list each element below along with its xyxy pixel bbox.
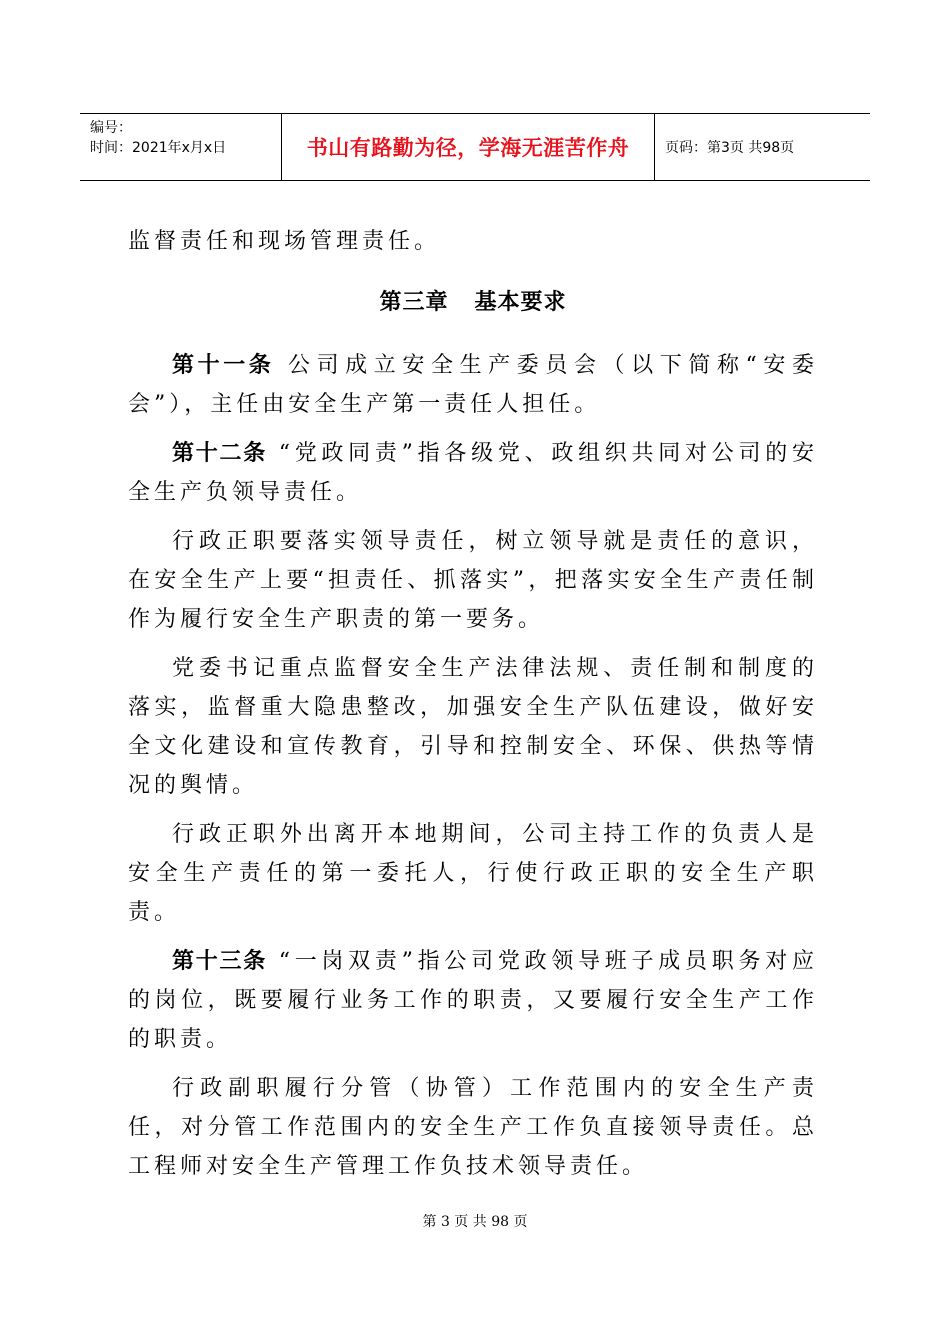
header-motto: 书山有路勤为径，学海无涯苦作舟 — [306, 136, 630, 160]
document-time-label: 时间：2021年x月x日 — [90, 140, 227, 156]
page-header-table — [80, 113, 870, 181]
article-12-text: “党政同责”指各级党、政组织共同对公司的安全生产负领导责任。 — [128, 441, 818, 505]
article-12 — [128, 434, 818, 512]
article-12-title: 第十二条 — [172, 441, 267, 466]
paragraph-party-secretary: 党委书记重点监督安全生产法律法规、责任制和制度的落实，监督重大隐患整改，加强安全生产队伍建设，做好安全文化建设和宣传教育，引导和控制安全、环保、供热等情况的舆情。 — [128, 656, 818, 798]
header-page-cell — [655, 114, 870, 180]
document-number-label: 编号： — [90, 120, 132, 136]
chapter-title: 第三章 基本要求 — [379, 290, 567, 315]
article-11-title: 第十一条 — [172, 353, 275, 378]
header-page-label: 页码：第3页 共98页 — [665, 140, 795, 156]
paragraph-continuation: 监督责任和现场管理责任。 — [128, 229, 441, 254]
page-footer: 第 3 页 共 98 页 — [422, 1214, 528, 1230]
article-11 — [128, 346, 818, 424]
header-motto-cell — [281, 114, 655, 180]
document-body — [128, 222, 818, 1186]
article-13-text: “一岗双责”指公司党政领导班子成员职务对应的岗位，既要履行业务工作的职责，又要履行安全生产工作的职责。 — [128, 949, 818, 1052]
article-13 — [128, 942, 818, 1059]
paragraph-administrative-head: 行政正职要落实领导责任，树立领导就是责任的意识，在安全生产上要“担责任、抓落实”，把落实安全生产责任制作为履行安全生产职责的第一要务。 — [128, 529, 818, 632]
article-13-title: 第十三条 — [172, 949, 267, 974]
paragraph-delegate: 行政正职外出离开本地期间，公司主持工作的负责人是安全生产责任的第一委托人，行使行政正职的安全生产职责。 — [128, 822, 818, 925]
header-meta-cell — [80, 114, 281, 180]
article-11-text: 公司成立安全生产委员会（以下简称“安委会”），主任由安全生产第一责任人担任。 — [128, 353, 818, 417]
paragraph-deputy: 行政副职履行分管（协管）工作范围内的安全生产责任，对分管工作范围内的安全生产工作负直接领导责任。总工程师对安全生产管理工作负技术领导责任。 — [128, 1076, 818, 1179]
